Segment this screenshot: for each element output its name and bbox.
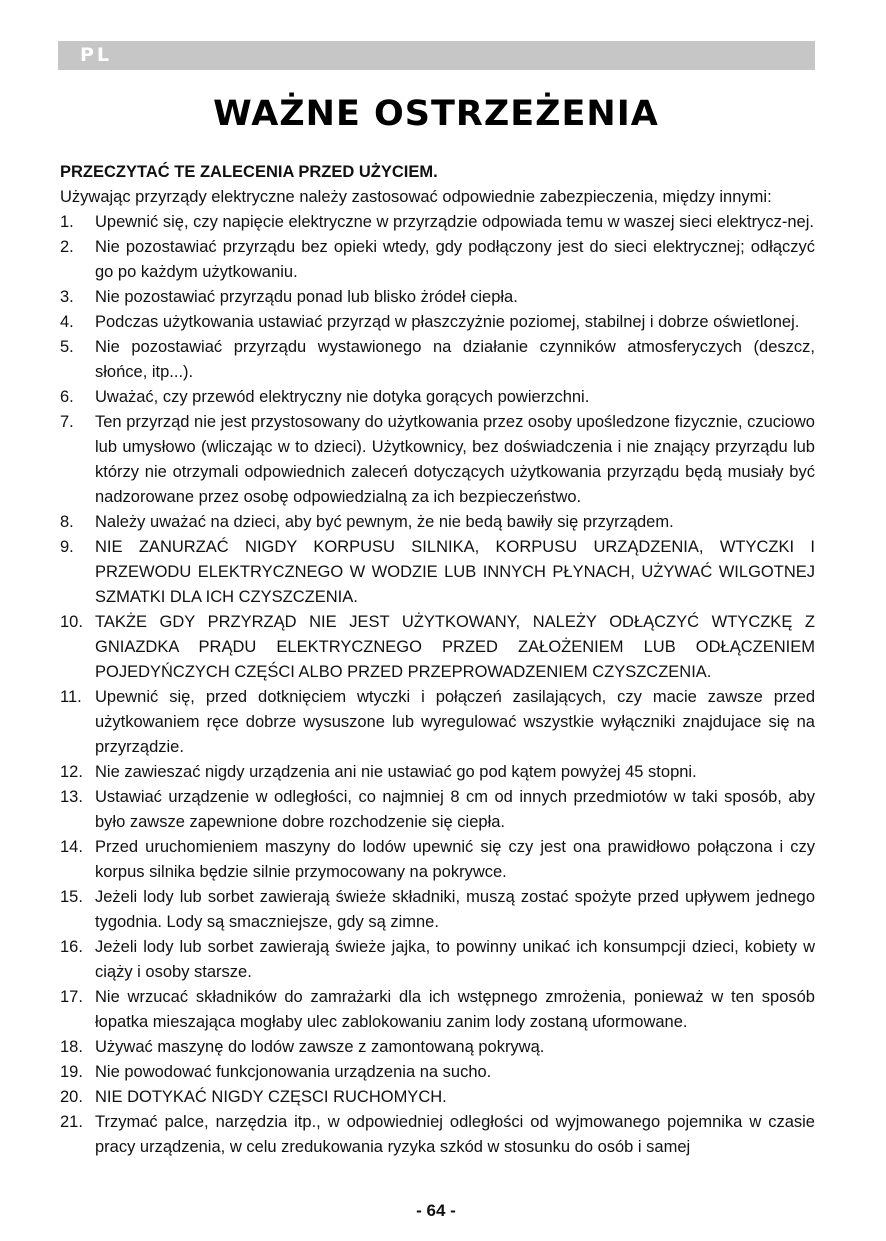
warning-item-text: TAKŻE GDY PRZYRZĄD NIE JEST UŻYTKOWANY, NALEŻY ODŁĄCZYĆ WTYCZKĘ Z GNIAZDKA PRĄDU ELEKTRYCZNEGO PRZED ZAŁOŻENIEM LUB ODŁĄCZENIEM POJEDYŃCZYCH CZĘŚCI ALBO PRZED PRZEPROWADZENIEM CZYSZCZENIA. (95, 613, 815, 681)
warning-item (60, 1035, 815, 1060)
warning-item-text: Trzymać palce, narzędzia itp., w odpowiedniej odległości od wyjmowanego pojemnika w czasie pracy urządzenia, w celu zredukowania ryzyka szkód w stosunku do osób i samej (95, 1113, 815, 1156)
warning-item (60, 985, 815, 1035)
warning-item (60, 835, 815, 885)
warning-item-text: Jeżeli lody lub sorbet zawierają świeże jajka, to powinny unikać ich konsumpcji dzieci, kobiety w ciąży i osoby starsze. (95, 938, 815, 981)
warning-item-text: NIE DOTYKAĆ NIGDY CZĘSCI RUCHOMYCH. (95, 1088, 447, 1106)
section-heading: PRZECZYTAĆ TE ZALECENIA PRZED UŻYCIEM. (60, 163, 438, 181)
warning-item-text: Używać maszynę do lodów zawsze z zamontowaną pokrywą. (95, 1038, 545, 1056)
warning-item-text: Nie pozostawiać przyrządu bez opieki wtedy, gdy podłączony jest do sieci elektrycznej; odłączyć go po każdym użytkowaniu. (95, 238, 815, 281)
warning-item-text: Przed uruchomieniem maszyny do lodów upewnić się czy jest ona prawidłowo połączona i czy korpus silnika będzie silnie przymocowany na pokrywce. (95, 838, 815, 881)
warning-item-number: 6. (60, 388, 74, 406)
warning-item (60, 535, 815, 610)
warning-item (60, 285, 815, 310)
warning-item-text: NIE ZANURZAĆ NIGDY KORPUSU SILNIKA, KORPUSU URZĄDZENIA, WTYCZKI I PRZEWODU ELEKTRYCZNEGO W WODZIE LUB INNYCH PŁYNACH, UŻYWAĆ WILGOTNEJ SZMATKI DLA ICH CZYSZCZENIA. (95, 538, 815, 606)
warning-item (60, 610, 815, 685)
warning-item-text: Upewnić się, czy napięcie elektryczne w przyrządzie odpowiada temu w waszej sieci elektrycz-nej. (95, 213, 814, 231)
warning-item (60, 685, 815, 760)
warning-item (60, 1060, 815, 1085)
warning-item (60, 235, 815, 285)
warning-item-number: 3. (60, 288, 74, 306)
warning-item-number: 5. (60, 338, 74, 356)
warning-list (60, 210, 815, 1160)
warning-item-text: Nie powodować funkcjonowania urządzenia na sucho. (95, 1063, 492, 1081)
warning-item-number: 16. (60, 938, 83, 956)
page-title: WAŻNE OSTRZEŻENIA (213, 94, 659, 134)
intro-text: Używając przyrządy elektryczne należy zastosować odpowiednie zabezpieczenia, między innymi: (60, 188, 772, 206)
warning-item-number: 4. (60, 313, 74, 331)
warning-item-number: 18. (60, 1038, 83, 1056)
warning-item-text: Nie pozostawiać przyrządu ponad lub blisko żródeł ciepła. (95, 288, 518, 306)
warning-item (60, 760, 815, 785)
language-code: PL (80, 44, 113, 66)
warning-item-text: Nie zawieszać nigdy urządzenia ani nie ustawiać go pod kątem powyżej 45 stopni. (95, 763, 697, 781)
warning-item-text: Upewnić się, przed dotknięciem wtyczki i połączeń zasilających, czy macie zawsze przed użytkowaniem ręce dobrze wysuszone lub wyregulować wszystkie wyłączniki znajdujace się na przyrządzie. (95, 688, 815, 756)
warning-item (60, 335, 815, 385)
warning-item (60, 1110, 815, 1160)
warning-item-number: 7. (60, 413, 74, 431)
warning-item-text: Nie pozostawiać przyrządu wystawionego na działanie czynników atmosferyczych (deszcz, słońce, itp...). (95, 338, 815, 381)
warning-item-number: 15. (60, 888, 83, 906)
warning-item-number: 21. (60, 1113, 83, 1131)
warning-item (60, 885, 815, 935)
warning-item-number: 20. (60, 1088, 83, 1106)
warning-item-number: 10. (60, 613, 83, 631)
warning-item-number: 8. (60, 513, 74, 531)
warning-item (60, 1085, 815, 1110)
warning-item (60, 210, 815, 235)
warning-item-number: 11. (60, 688, 82, 706)
warning-item-number: 9. (60, 538, 74, 556)
warning-item-number: 19. (60, 1063, 83, 1081)
warning-item-text: Należy uważać na dzieci, aby być pewnym, że nie bedą bawiły się przyrządem. (95, 513, 674, 531)
warning-item (60, 410, 815, 510)
warning-item-text: Ten przyrząd nie jest przystosowany do użytkowania przez osoby upośledzone fizycznie, czuciowo lub umysłowo (wliczając w to dzieci). Użytkownicy, bez doświadczenia i nie znający przyrządu lub którzy nie otrzymali odpowiednich zaleceń dotyczących użytkowania przyrządu będą musiały być nadzorowane przez osobę odpowiedzialną za ich bezpieczeństwo. (95, 413, 815, 506)
warning-item-number: 1. (60, 213, 74, 231)
warning-item-number: 14. (60, 838, 83, 856)
warnings-content (60, 160, 815, 1160)
warning-item-text: Nie wrzucać składników do zamrażarki dla ich wstępnego zmrożenia, ponieważ w ten sposób łopatka mieszająca mogłaby ulec zablokowaniu zanim lody zostaną uformowane. (95, 988, 815, 1031)
warning-item (60, 310, 815, 335)
warning-item (60, 935, 815, 985)
warning-item-number: 17. (60, 988, 83, 1006)
language-header-bar (58, 41, 815, 70)
warning-item (60, 385, 815, 410)
warning-item-text: Podczas użytkowania ustawiać przyrząd w płaszczyżnie poziomej, stabilnej i dobrze oświetlonej. (95, 313, 800, 331)
warning-item (60, 785, 815, 835)
warning-item-text: Jeżeli lody lub sorbet zawierają świeże składniki, muszą zostać spożyte przed upływem jednego tygodnia. Lody są smaczniejsze, gdy są zimne. (95, 888, 815, 931)
page-number: - 64 - (416, 1201, 456, 1220)
warning-item-number: 13. (60, 788, 83, 806)
warning-item (60, 510, 815, 535)
warning-item-text: Uważać, czy przewód elektryczny nie dotyka gorących powierzchni. (95, 388, 590, 406)
warning-item-text: Ustawiać urządzenie w odległości, co najmniej 8 cm od innych przedmiotów w taki sposób, aby było zawsze zapewnione dobre rozchodzenie się ciepła. (95, 788, 815, 831)
warning-item-number: 12. (60, 763, 83, 781)
warning-item-number: 2. (60, 238, 74, 256)
